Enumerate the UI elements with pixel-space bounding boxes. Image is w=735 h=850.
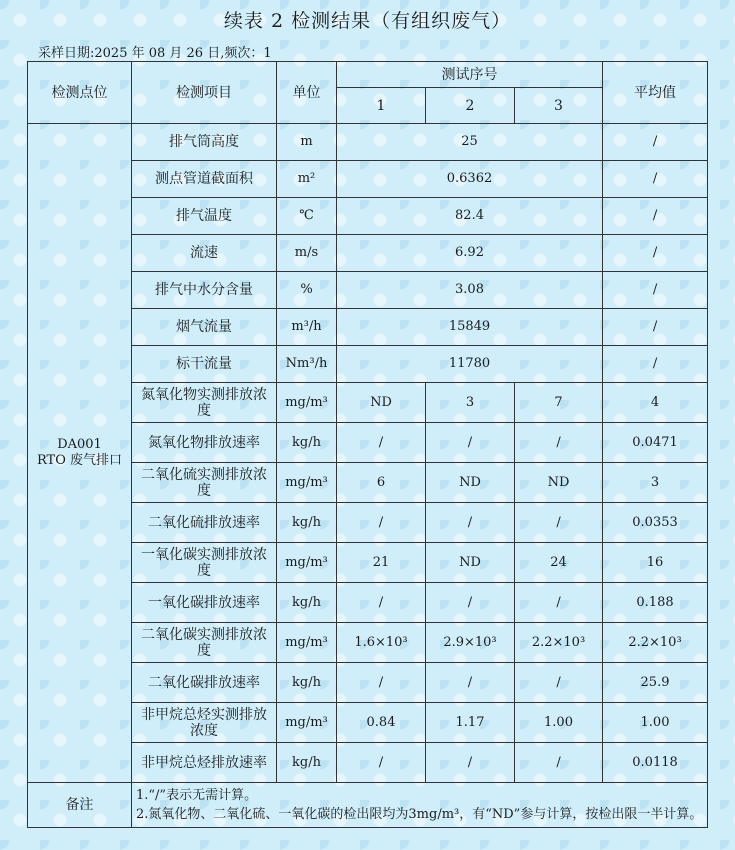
- item-name: 氮氧化物排放速率: [132, 423, 277, 463]
- note-line: 2.氮氧化物、二氧化硫、一氧化碳的检出限均为3mg/m³，有“ND”参与计算，按检出限一半计算。: [136, 807, 703, 822]
- unit-cell: %: [277, 272, 337, 309]
- value-cell: 21: [337, 543, 426, 583]
- value-cell: /: [337, 663, 426, 703]
- value-cell: ND: [515, 463, 603, 503]
- average-cell: /: [603, 272, 708, 309]
- average-cell: /: [603, 346, 708, 383]
- value-cell: 6.92: [337, 235, 603, 272]
- value-cell: /: [515, 583, 603, 623]
- average-cell: /: [603, 235, 708, 272]
- header-average: 平均值: [603, 62, 708, 124]
- unit-cell: mg/m³: [277, 623, 337, 663]
- unit-cell: mg/m³: [277, 383, 337, 423]
- value-cell: /: [426, 583, 515, 623]
- value-cell: 11780: [337, 346, 603, 383]
- value-cell: ND: [426, 543, 515, 583]
- item-name: 流速: [132, 235, 277, 272]
- header-test-seq: 测试序号: [337, 62, 603, 88]
- average-cell: 0.0118: [603, 743, 708, 783]
- unit-cell: kg/h: [277, 743, 337, 783]
- header-unit: 单位: [277, 62, 337, 124]
- unit-cell: ℃: [277, 198, 337, 235]
- table-row: [28, 124, 708, 161]
- item-name: 排气中水分含量: [132, 272, 277, 309]
- unit-cell: kg/h: [277, 583, 337, 623]
- value-cell: 1.00: [515, 703, 603, 743]
- unit-cell: m²: [277, 161, 337, 198]
- value-cell: 24: [515, 543, 603, 583]
- item-name: 非甲烷总烃实测排放浓度: [132, 703, 277, 743]
- value-cell: /: [515, 743, 603, 783]
- unit-cell: kg/h: [277, 503, 337, 543]
- average-cell: /: [603, 161, 708, 198]
- site-cell: [28, 124, 132, 783]
- header-seq-1: 1: [337, 88, 426, 124]
- average-cell: /: [603, 198, 708, 235]
- value-cell: 2.9×10³: [426, 623, 515, 663]
- average-cell: 0.0471: [603, 423, 708, 463]
- value-cell: 25: [337, 124, 603, 161]
- header-item: 检测项目: [132, 62, 277, 124]
- unit-cell: m³/h: [277, 309, 337, 346]
- item-name: 二氧化硫排放速率: [132, 503, 277, 543]
- value-cell: /: [426, 663, 515, 703]
- value-cell: 6: [337, 463, 426, 503]
- average-cell: 25.9: [603, 663, 708, 703]
- sampling-info: 采样日期:2025 年 08 月 26 日,频次：1: [38, 46, 272, 61]
- unit-cell: kg/h: [277, 423, 337, 463]
- results-table: [27, 61, 708, 828]
- results-body: [28, 124, 708, 783]
- unit-cell: mg/m³: [277, 463, 337, 503]
- average-cell: 4: [603, 383, 708, 423]
- value-cell: 2.2×10³: [515, 623, 603, 663]
- item-name: 二氧化碳排放速率: [132, 663, 277, 703]
- average-cell: /: [603, 124, 708, 161]
- value-cell: 0.84: [337, 703, 426, 743]
- value-cell: ND: [426, 463, 515, 503]
- notes: [132, 783, 708, 828]
- item-name: 一氧化碳排放速率: [132, 583, 277, 623]
- value-cell: /: [337, 503, 426, 543]
- value-cell: /: [515, 503, 603, 543]
- average-cell: 2.2×10³: [603, 623, 708, 663]
- value-cell: 3.08: [337, 272, 603, 309]
- unit-cell: Nm³/h: [277, 346, 337, 383]
- item-name: 一氧化碳实测排放浓度: [132, 543, 277, 583]
- average-cell: 0.188: [603, 583, 708, 623]
- item-name: 二氧化碳实测排放浓度: [132, 623, 277, 663]
- value-cell: /: [515, 423, 603, 463]
- item-name: 排气筒高度: [132, 124, 277, 161]
- average-cell: 16: [603, 543, 708, 583]
- item-name: 测点管道截面积: [132, 161, 277, 198]
- unit-cell: m: [277, 124, 337, 161]
- unit-cell: m/s: [277, 235, 337, 272]
- value-cell: /: [515, 663, 603, 703]
- item-name: 烟气流量: [132, 309, 277, 346]
- value-cell: /: [426, 503, 515, 543]
- item-name: 氮氧化物实测排放浓度: [132, 383, 277, 423]
- page-title: 续表 2 检测结果（有组织废气）: [223, 10, 512, 32]
- value-cell: 0.6362: [337, 161, 603, 198]
- unit-cell: mg/m³: [277, 543, 337, 583]
- value-cell: /: [426, 423, 515, 463]
- note-line: 1.“/”表示无需计算。: [136, 788, 258, 803]
- value-cell: ND: [337, 383, 426, 423]
- item-name: 排气温度: [132, 198, 277, 235]
- header-site: 检测点位: [28, 62, 132, 124]
- value-cell: 1.6×10³: [337, 623, 426, 663]
- average-cell: 1.00: [603, 703, 708, 743]
- unit-cell: kg/h: [277, 663, 337, 703]
- unit-cell: mg/m³: [277, 703, 337, 743]
- value-cell: /: [426, 743, 515, 783]
- value-cell: /: [337, 583, 426, 623]
- value-cell: 15849: [337, 309, 603, 346]
- average-cell: 0.0353: [603, 503, 708, 543]
- notes-label: 备注: [28, 783, 132, 828]
- value-cell: 3: [426, 383, 515, 423]
- item-name: 标干流量: [132, 346, 277, 383]
- average-cell: /: [603, 309, 708, 346]
- value-cell: /: [337, 423, 426, 463]
- value-cell: /: [337, 743, 426, 783]
- site-name: RTO 废气排口: [36, 453, 123, 468]
- average-cell: 3: [603, 463, 708, 503]
- item-name: 非甲烷总烃排放速率: [132, 743, 277, 783]
- value-cell: 82.4: [337, 198, 603, 235]
- item-name: 二氧化硫实测排放浓度: [132, 463, 277, 503]
- header-seq-2: 2: [426, 88, 515, 124]
- header-seq-3: 3: [515, 88, 603, 124]
- value-cell: 1.17: [426, 703, 515, 743]
- value-cell: 7: [515, 383, 603, 423]
- site-code: DA001: [57, 437, 102, 452]
